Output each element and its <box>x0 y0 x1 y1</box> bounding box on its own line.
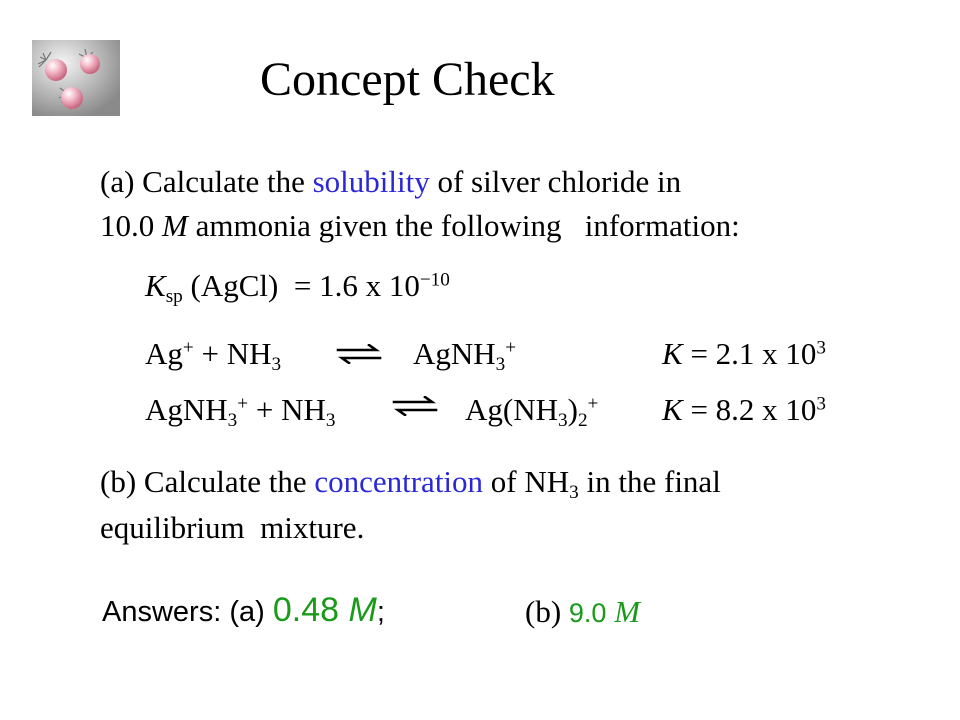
eq2-k <box>662 390 826 430</box>
equilibrium-arrows-icon <box>392 396 438 416</box>
ksp-text: (AgCl) = 1.6 x 10 <box>190 268 420 303</box>
answer-b-group <box>525 592 640 633</box>
answer-a-number: 0.48 <box>272 591 340 629</box>
eq2-nh3-sub: 3 <box>325 409 336 431</box>
part-a-label: (a) <box>100 164 135 199</box>
part-b-line-1 <box>100 462 721 502</box>
eq2-reactants <box>145 390 336 430</box>
part-b-label: (b) <box>100 464 137 499</box>
equation-2 <box>0 390 960 430</box>
ksp-subscript: sp <box>165 285 183 307</box>
eq2-agnh3-charge: + <box>237 393 249 415</box>
answers-label: Answers: <box>102 596 222 628</box>
eq1-reactants <box>145 334 281 374</box>
part-b-rest2: in the final <box>586 464 721 499</box>
ksp-exponent: −10 <box>419 269 450 291</box>
solubility-keyword: solubility <box>312 164 430 199</box>
eq1-nh3: + NH <box>201 336 272 371</box>
equation-1 <box>0 334 960 374</box>
ksp-symbol: K <box>145 268 166 303</box>
answer-b-unit: M <box>614 594 641 629</box>
answers-label-group <box>102 590 385 632</box>
answer-a-value <box>273 591 377 629</box>
eq1-k-exponent: 3 <box>816 337 827 359</box>
part-a-line-1 <box>100 162 681 202</box>
answer-b-value <box>569 594 640 629</box>
eq2-agnh3: AgNH <box>145 392 228 427</box>
answer-a-unit: M <box>348 591 377 629</box>
eq1-ag-charge: + <box>182 337 194 359</box>
concentration-value: 10.0 <box>100 208 155 243</box>
eq2-nh3-inner-sub: 3 <box>558 409 568 431</box>
answer-b-number: 9.0 <box>568 598 607 628</box>
part-b-line2: equilibrium mixture. <box>100 510 365 545</box>
eq1-k-value: = 2.1 x 10 <box>690 336 817 371</box>
eq1-agnh3-sub: 3 <box>495 353 506 375</box>
eq2-k-exponent: 3 <box>816 393 827 415</box>
eq1-nh3-sub: 3 <box>271 353 282 375</box>
part-b-intro: Calculate the <box>143 464 307 499</box>
part-a-line2-rest: ammonia given the following information: <box>195 208 740 243</box>
answer-b-label: (b) <box>525 594 562 629</box>
eq1-product <box>413 334 516 374</box>
eq1-k <box>662 334 826 374</box>
concentration-keyword: concentration <box>314 464 484 499</box>
eq1-k-symbol: K <box>662 336 683 371</box>
part-b-sub: 3 <box>569 481 579 503</box>
answer-a-label: (a) <box>229 596 265 628</box>
eq2-agnh3-2: Ag(NH <box>465 392 558 427</box>
eq2-outer-sub: 2 <box>577 409 588 431</box>
eq2-product-charge: + <box>587 393 599 415</box>
part-a-intro: Calculate the <box>142 164 305 199</box>
eq2-k-symbol: K <box>662 392 683 427</box>
eq2-nh3: + NH <box>255 392 326 427</box>
part-b-rest: of NH <box>490 464 570 499</box>
bubbles-logo-icon <box>32 40 120 116</box>
part-a-rest: of silver chloride in <box>437 164 682 199</box>
ksp-line <box>145 266 450 306</box>
eq2-product <box>465 390 598 430</box>
eq1-agnh3: AgNH <box>413 336 496 371</box>
eq2-k-value: = 8.2 x 10 <box>690 392 817 427</box>
part-a-line-2 <box>100 206 740 246</box>
page-title: Concept Check <box>260 53 555 106</box>
answer-a-separator: ; <box>376 596 385 628</box>
eq1-ag: Ag <box>145 336 183 371</box>
answers-line <box>0 588 960 632</box>
equilibrium-arrows-icon <box>336 344 382 364</box>
eq2-paren: ) <box>567 392 578 427</box>
part-b-line-2 <box>100 508 364 548</box>
molar-unit: M <box>162 208 188 243</box>
eq1-agnh3-charge: + <box>505 337 517 359</box>
eq2-agnh3-sub: 3 <box>227 409 238 431</box>
